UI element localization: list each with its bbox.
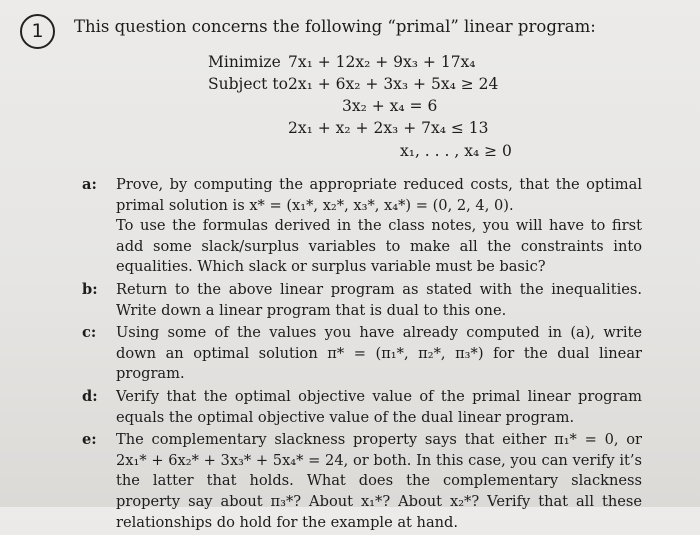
part-text: Verify that the optimal objective value of the primal linear program equals the optimal objective value of the dual linear program. xyxy=(116,387,642,426)
question-number: 1 xyxy=(20,14,55,49)
part-d xyxy=(82,387,642,428)
part-tag: b: xyxy=(82,280,98,298)
part-a xyxy=(82,175,642,278)
part-text: Using some of the values you have already computed in (a), write down an optimal solution π* = (π₁*, π₂*, π₃*) for the dual linear program. xyxy=(116,324,642,383)
part-tag: c: xyxy=(82,324,97,342)
part-tag: e: xyxy=(82,431,97,449)
part-text: Return to the above linear program as stated with the inequalities. Write down a linear program that is dual to this one. xyxy=(116,280,642,319)
part-b xyxy=(82,280,642,321)
constraints-label: Subject to xyxy=(208,75,288,93)
nonnegativity-constraint: x₁, . . . , x₄ ≥ 0 xyxy=(400,142,512,160)
part-text: The complementary slackness property says that either π₁* = 0, or 2x₁* + 6x₂* + 3x₃* + 5x₄* = 24, or both. In this case, you can verify it’s the latter that holds. What does the complementary slackness property say about π₃*? About x₁*? About x₂*? Verify that all these relationships do hold for the example at hand. xyxy=(116,431,642,531)
part-text: To use the formulas derived in the class notes, you will have to first add some slack/surplus variables to make all the constraints into equalities. Which slack or surplus variable must be basic? xyxy=(116,217,642,276)
part-c xyxy=(82,323,642,385)
question-intro: This question concerns the following “primal” linear program: xyxy=(74,17,596,36)
constraint-3: 2x₁ + x₂ + 2x₃ + 7x₄ ≤ 13 xyxy=(288,119,489,137)
question-parts xyxy=(82,175,642,535)
part-tag: d: xyxy=(82,387,98,405)
part-e xyxy=(82,430,642,533)
part-tag: a: xyxy=(82,176,97,193)
objective-label: Minimize xyxy=(208,53,281,71)
objective-function: 7x₁ + 12x₂ + 9x₃ + 17x₄ xyxy=(288,53,476,71)
constraint-1: 2x₁ + 6x₂ + 3x₃ + 5x₄ ≥ 24 xyxy=(288,75,499,93)
part-text: Prove, by computing the appropriate reduced costs, that the optimal primal solution is x* = (x₁*, x₂*, x₃*, x₄*) = (0, 2, 4, 0). xyxy=(116,176,642,214)
constraint-2: 3x₂ + x₄ = 6 xyxy=(342,97,438,115)
